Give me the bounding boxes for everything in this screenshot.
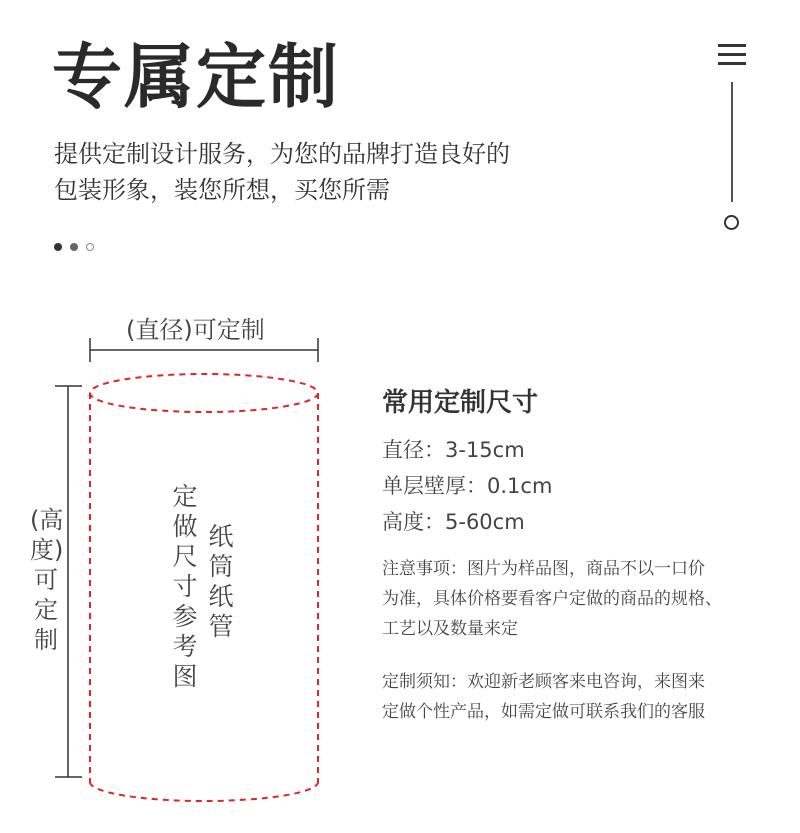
tube-inner-text-1: 定做尺寸参考图 <box>172 482 198 691</box>
page-title: 专属定制 <box>52 36 340 118</box>
subtitle-line-2: 包装形象，装您所想，买您所需 <box>54 176 390 204</box>
custom-line-1: 定制须知：欢迎新老顾客来电咨询，来图来 <box>382 672 705 692</box>
diameter-label: (直径)可定制 <box>126 316 265 344</box>
caution-line-3: 工艺以及数量来定 <box>382 619 518 639</box>
custom-line-2: 定做个性产品，如需定做可联系我们的客服 <box>382 702 705 722</box>
custom-note <box>382 667 782 727</box>
spec-wall-thickness: 单层壁厚：0.1cm <box>382 474 553 498</box>
caution-line-2: 为准，具体价格要看客户定做的商品的规格、 <box>382 589 722 609</box>
caution-note <box>382 554 782 644</box>
subtitle-line-1: 提供定制设计服务，为您的品牌打造良好的 <box>54 140 510 168</box>
tube-inner-text-2: 纸筒纸管 <box>208 522 234 641</box>
tube-bottom-arc <box>90 782 318 801</box>
tube-top-ellipse <box>90 374 318 412</box>
height-label: (高度)可定制 <box>30 506 64 654</box>
tube-outline <box>90 374 318 801</box>
spec-height: 高度：5-60cm <box>382 510 525 534</box>
caution-line-1: 注意事项：图片为样品图，商品不以一口价 <box>382 559 705 579</box>
specs-title: 常用定制尺寸 <box>382 388 539 418</box>
spec-diameter: 直径：3-15cm <box>382 438 525 462</box>
